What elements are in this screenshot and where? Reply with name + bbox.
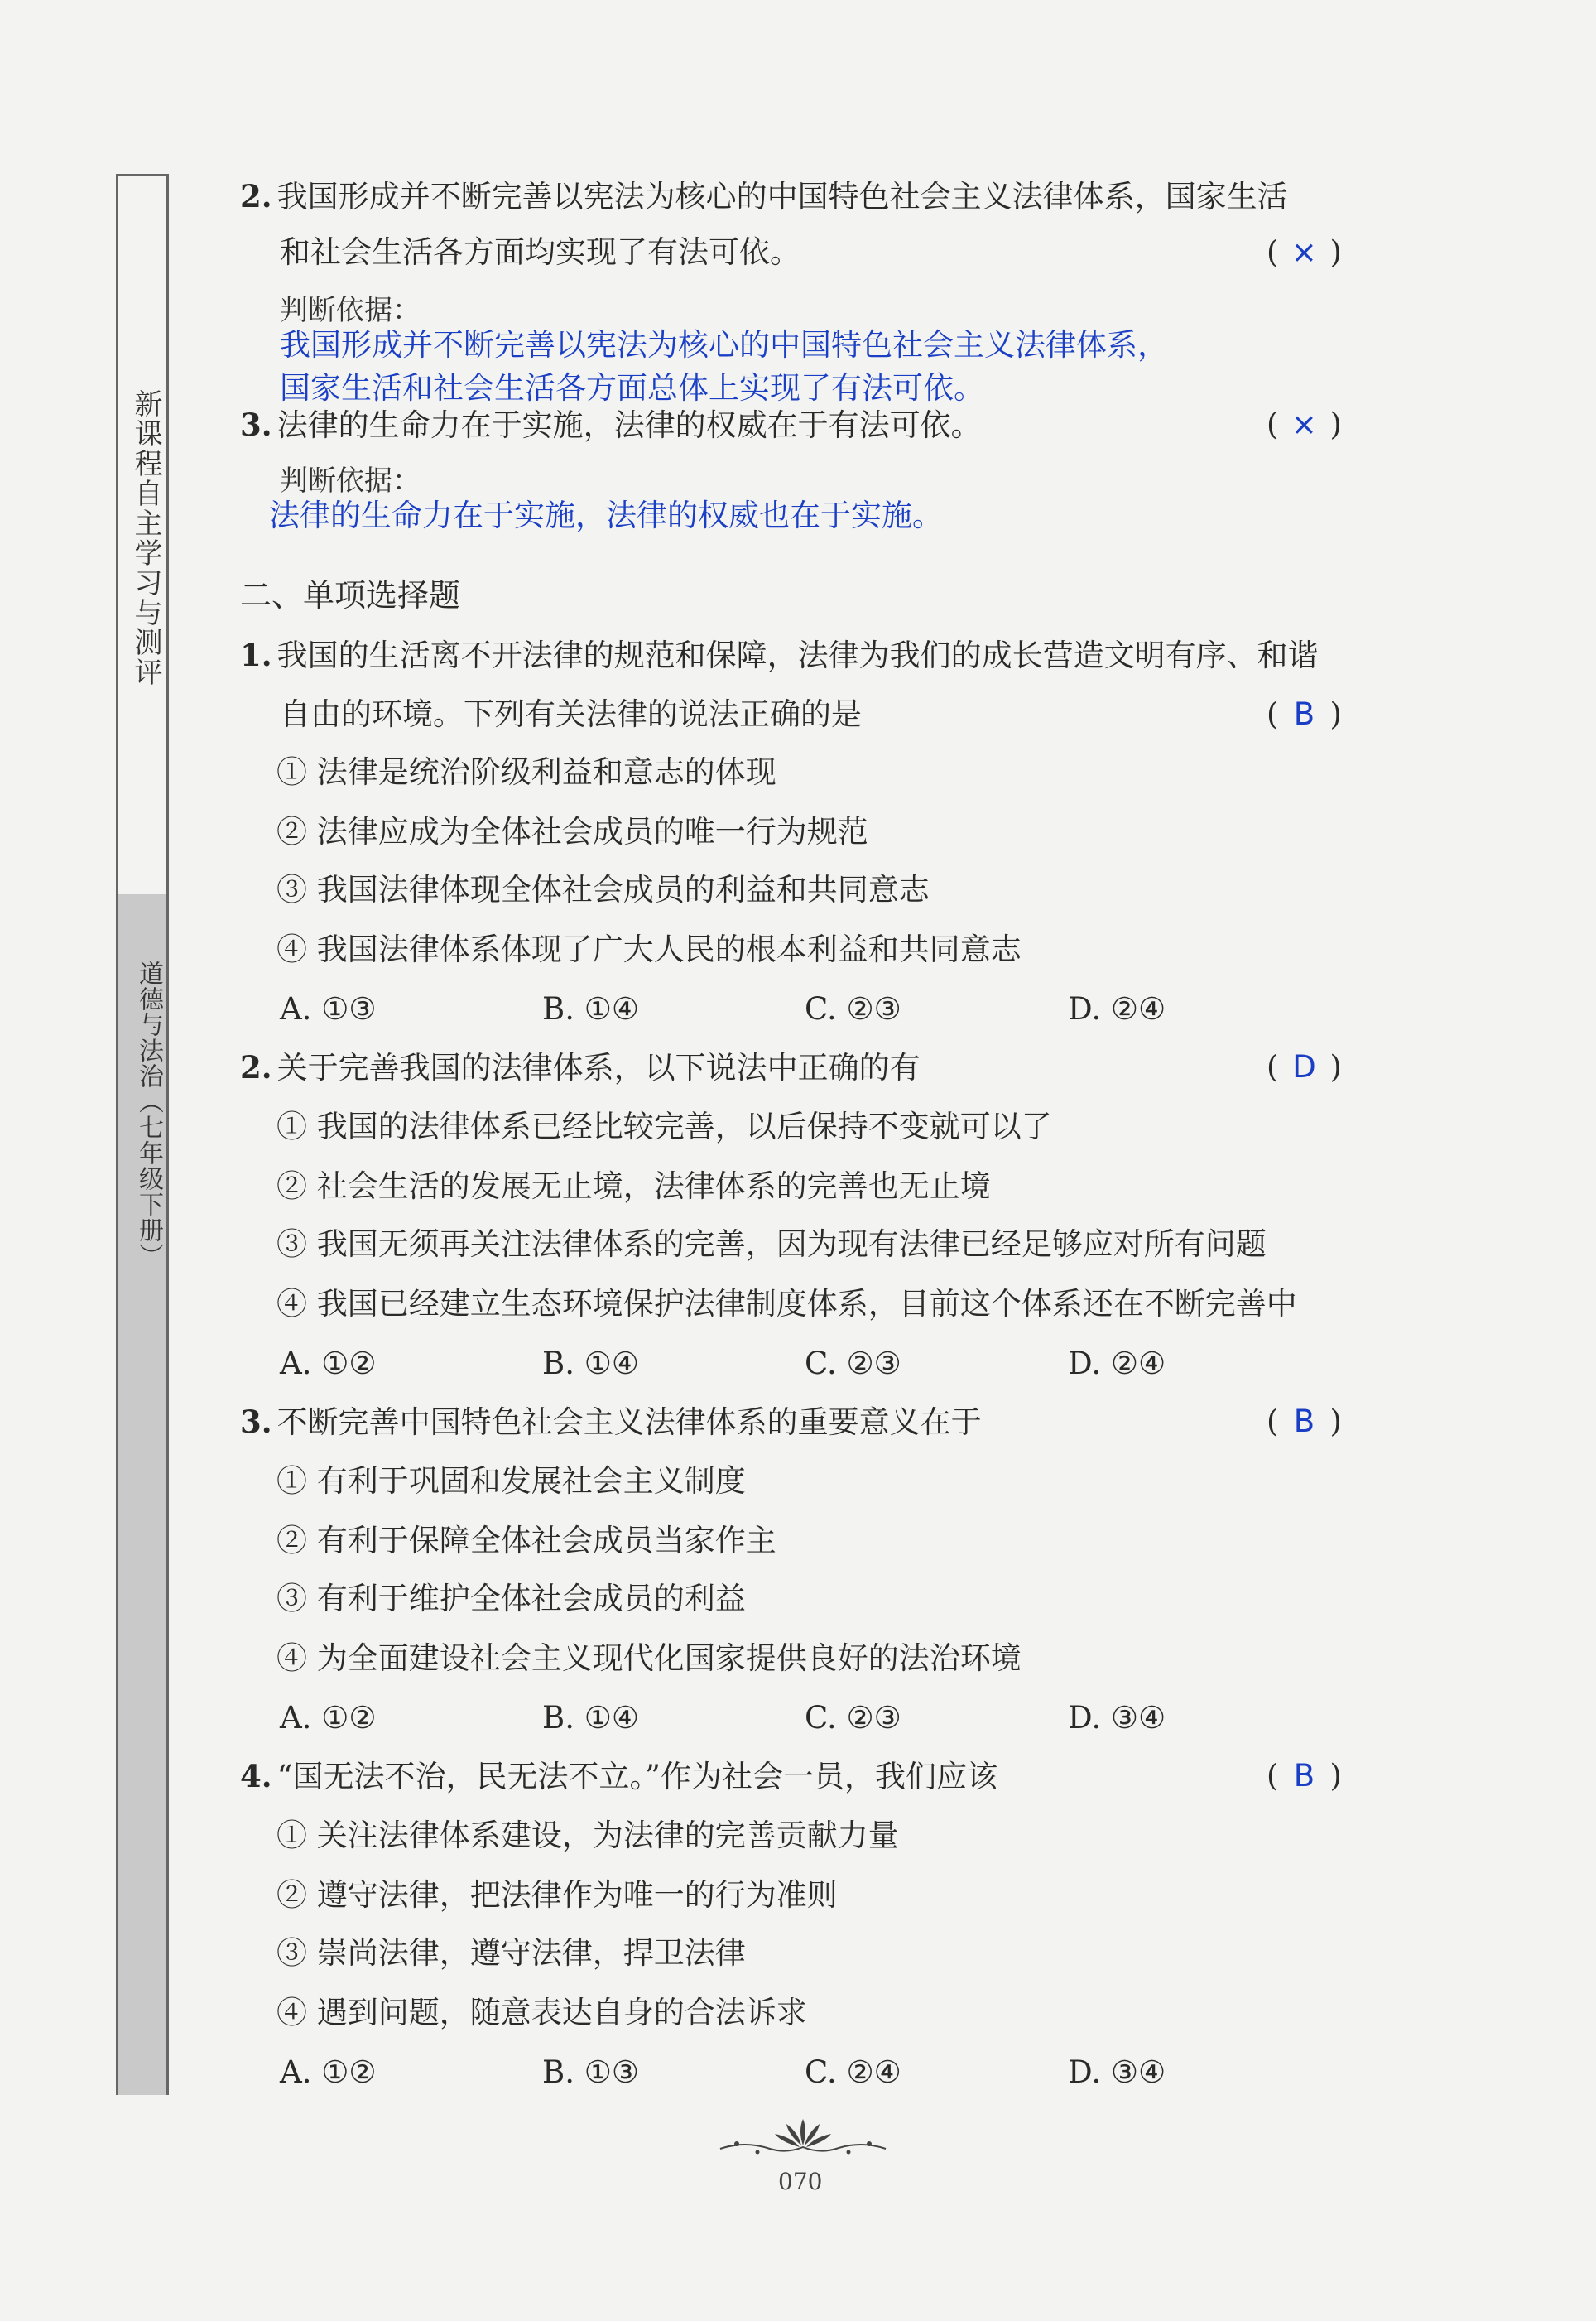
section-title: 二、单项选择题 <box>240 577 461 614</box>
judge-3-basis-label: 判断依据： <box>280 465 421 498</box>
q1-stem-line2: 自由的环境。下列有关法律的说法正确的是 <box>280 696 862 732</box>
q4-item-4: ④ 遇到问题，随意表达自身的合法诉求 <box>276 1995 807 2030</box>
q4-choice-a: A. ①② <box>280 2054 377 2090</box>
q2-answer-bracket: ( D ) <box>1267 1047 1342 1088</box>
q2-stem-line1: 2. 关于完善我国的法律体系，以下说法中正确的有 <box>240 1049 921 1086</box>
q1-choice-a: A. ①③ <box>280 991 377 1027</box>
q3-choice-c: C. ②③ <box>805 1700 901 1736</box>
q1-answer: B <box>1293 696 1315 732</box>
q1-item-3: ③ 我国法律体现全体社会成员的利益和共同意志 <box>276 872 930 908</box>
judge-2-line2: 和社会生活各方面均实现了有法可依。 <box>280 234 800 270</box>
q1-answer-bracket: ( B ) <box>1267 694 1342 735</box>
q2-item-1: ① 我国的法律体系已经比较完善，以后保持不变就可以了 <box>276 1109 1052 1144</box>
q4-item-3: ③ 崇尚法律，遵守法律，捍卫法律 <box>276 1935 746 1971</box>
q2-item-2: ② 社会生活的发展无止境，法律体系的完善也无止境 <box>276 1168 991 1204</box>
q2-answer: D <box>1292 1049 1316 1085</box>
q1-item-2: ② 法律应成为全体社会成员的唯一行为规范 <box>276 814 868 850</box>
q3-choice-b: B. ①④ <box>542 1700 640 1736</box>
q4-stem-line1: 4. “国无法不治，民无法不立。”作为社会一员，我们应该 <box>240 1758 997 1794</box>
judge-2-answer-bracket: ( × ) <box>1267 232 1342 273</box>
judge-3-line1: 3. 法律的生命力在于实施，法律的权威在于有法可依。 <box>240 407 982 443</box>
q4-item-2: ② 遵守法律，把法律作为唯一的行为准则 <box>276 1877 838 1913</box>
judge-2-basis-line2: 国家生活和社会生活各方面总体上实现了有法可依。 <box>280 370 984 406</box>
q4-answer: B <box>1293 1758 1315 1794</box>
q1-choice-c: C. ②③ <box>805 991 901 1027</box>
side-series-title: 新课程自主学习与测评 <box>129 389 162 687</box>
q4-answer-bracket: ( B ) <box>1267 1755 1342 1797</box>
q1-choice-b: B. ①④ <box>542 991 640 1027</box>
q2-choice-c: C. ②③ <box>805 1346 901 1381</box>
q3-stem-line1: 3. 不断完善中国特色社会主义法律体系的重要意义在于 <box>240 1404 982 1440</box>
side-subject-title: 道德与法治（七年级下册） <box>134 961 163 1269</box>
q4-choice-c: C. ②④ <box>805 2054 901 2090</box>
q1-stem-line1: 1. 我国的生活离不开法律的规范和保障，法律为我们的成长营造文明有序、和谐 <box>240 637 1319 673</box>
judge-2-line1: 2. 我国形成并不断完善以宪法为核心的中国特色社会主义法律体系，国家生活 <box>240 178 1288 214</box>
q2-choice-d: D. ②④ <box>1068 1346 1166 1381</box>
q3-answer-bracket: ( B ) <box>1267 1401 1342 1442</box>
q2-item-4: ④ 我国已经建立生态环境保护法律制度体系，目前这个体系还在不断完善中 <box>276 1286 1297 1322</box>
q3-item-2: ② 有利于保障全体社会成员当家作主 <box>276 1523 776 1558</box>
judge-2-basis-label: 判断依据： <box>280 294 421 327</box>
judge-3-answer: × <box>1291 407 1317 442</box>
judge-3-answer-bracket: ( × ) <box>1267 404 1342 445</box>
q4-choice-b: B. ①③ <box>542 2054 640 2090</box>
q3-answer: B <box>1293 1404 1315 1439</box>
q3-item-4: ④ 为全面建设社会主义现代化国家提供良好的法治环境 <box>276 1640 1022 1676</box>
q3-item-3: ③ 有利于维护全体社会成员的利益 <box>276 1581 746 1616</box>
judge-3-basis-line1: 法律的生命力在于实施，法律的权威也在于实施。 <box>269 498 943 533</box>
q1-item-4: ④ 我国法律体系体现了广大人民的根本利益和共同意志 <box>276 932 1022 967</box>
q1-item-1: ① 法律是统治阶级利益和意志的体现 <box>276 754 776 790</box>
leaf-ornament-icon <box>712 2116 894 2165</box>
q1-choice-d: D. ②④ <box>1068 991 1166 1027</box>
judge-2-answer: × <box>1291 234 1317 270</box>
q2-item-3: ③ 我国无须再关注法律体系的完善，因为现有法律已经足够应对所有问题 <box>276 1226 1267 1262</box>
q4-item-1: ① 关注法律体系建设，为法律的完善贡献力量 <box>276 1818 899 1853</box>
q4-choice-d: D. ③④ <box>1068 2054 1166 2090</box>
q3-choice-d: D. ③④ <box>1068 1700 1166 1736</box>
q3-item-1: ① 有利于巩固和发展社会主义制度 <box>276 1463 746 1499</box>
q3-choice-a: A. ①② <box>280 1700 377 1736</box>
page-number: 070 <box>778 2168 823 2195</box>
q2-choice-b: B. ①④ <box>542 1346 640 1381</box>
q2-choice-a: A. ①② <box>280 1346 377 1381</box>
judge-2-basis-line1: 我国形成并不断完善以宪法为核心的中国特色社会主义法律体系， <box>280 327 1168 363</box>
